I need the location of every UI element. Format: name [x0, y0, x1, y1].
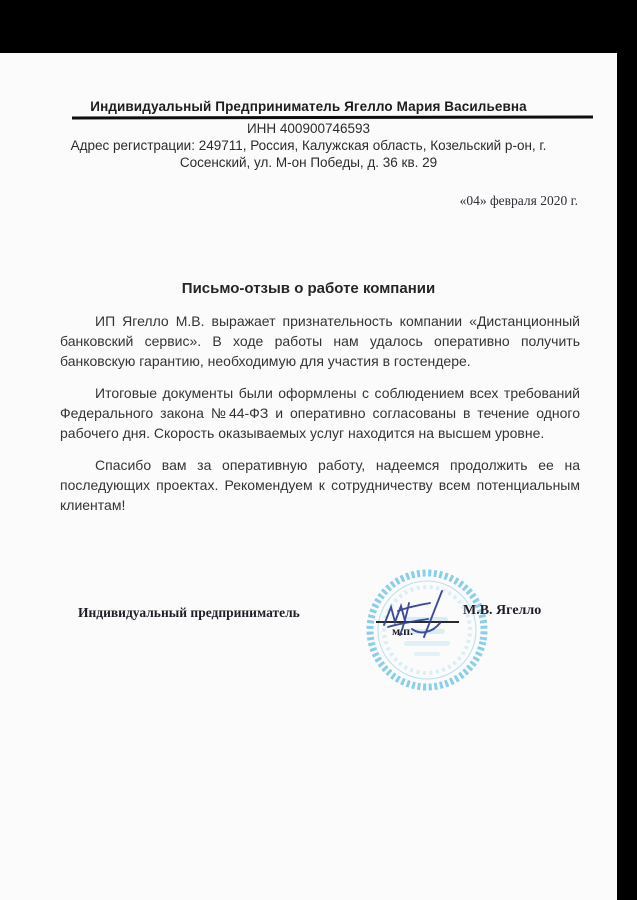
letterhead-inn: ИНН 400900746593 [246, 121, 371, 136]
letterhead-divider [72, 115, 593, 119]
paragraph-3: Спасибо вам за оперативную работу, надеемся продолжить ее на последующих проектах. Рекомендуем к сотрудничеству всем потенциальным клиентам! [60, 457, 580, 513]
handwritten-signature-icon [378, 587, 473, 647]
letter-title: Письмо-отзыв о работе компании [181, 280, 436, 297]
signer-name: М.В. Ягелло [463, 603, 542, 618]
letterhead-address-line2: Сосенский, ул. М-он Победы, д. 36 кв. 29 [179, 155, 438, 170]
scan-black-band-top [0, 0, 637, 53]
letter-page [0, 53, 617, 900]
seal-place-label: м.п. [392, 624, 414, 638]
paragraph-2: Итоговые документы были оформлены с соблюдением всех требований Федерального закона №44-ФЗ и оперативно согласованы в течение одного рабочего дня. Скорость оказываемых услуг находится на высшем уровне. [60, 385, 580, 441]
letterhead-address-line1: Адрес регистрации: 249711, Россия, Калужская область, Козельский р-он, г. [70, 138, 547, 153]
paragraph-1: ИП Ягелло М.В. выражает признательность компании «Дистанционный банковский сервис». В ходе работы нам удалось оперативно получить банковскую гарантию, необходимую для участия в гостендере. [60, 313, 580, 369]
scan-black-band-right [617, 0, 637, 900]
letter-date: «04» февраля 2020 г. [459, 193, 578, 208]
signer-title: Индивидуальный предприниматель [78, 605, 300, 620]
letter-body [60, 311, 580, 527]
letterhead-company-name: Индивидуальный Предприниматель Ягелло Мария Васильевна [90, 99, 527, 114]
